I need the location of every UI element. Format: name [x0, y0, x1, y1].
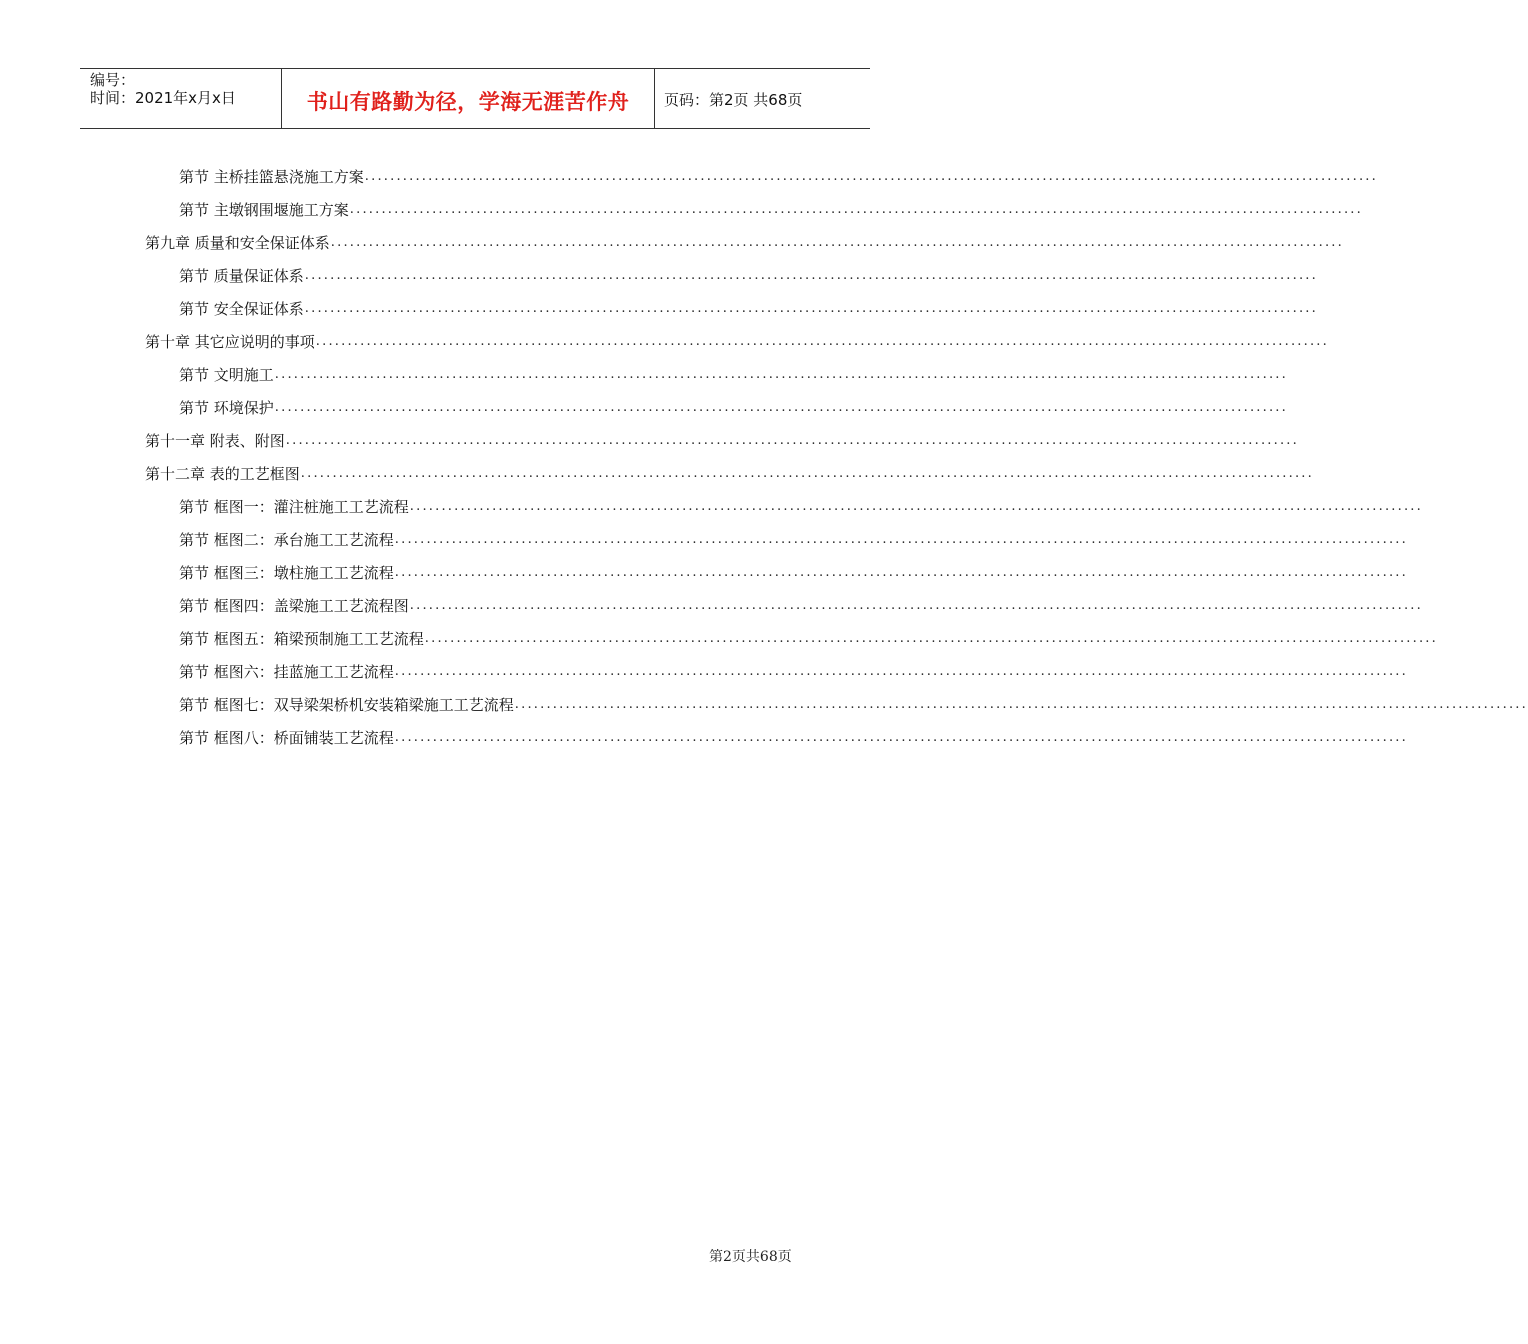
toc-entry[interactable]	[179, 582, 1423, 615]
toc-entry-title: 第节 质量保证体系	[179, 267, 304, 285]
toc-entry-title: 第十章 其它应说明的事项	[145, 333, 315, 351]
toc-dot-leader: ................................................................................................................................................................	[424, 631, 1438, 646]
toc-dot-leader: ................................................................................................................................................................	[300, 466, 1314, 481]
toc-dot-leader: ................................................................................................................................................................	[330, 235, 1344, 250]
toc-entry[interactable]	[179, 549, 1408, 582]
toc-entry[interactable]	[179, 483, 1423, 516]
toc-entry[interactable]	[179, 252, 1318, 285]
toc-entry[interactable]	[145, 417, 1299, 450]
toc-dot-leader: ................................................................................................................................................................	[409, 499, 1423, 514]
toc-dot-leader: ................................................................................................................................................................	[274, 367, 1288, 382]
toc-entry[interactable]	[179, 615, 1438, 648]
toc-entry-title: 第节 文明施工	[179, 366, 274, 384]
toc-dot-leader: ................................................................................................................................................................	[349, 202, 1363, 217]
header-page-cell	[655, 69, 870, 128]
toc-entry[interactable]	[179, 714, 1408, 747]
toc-entry-title: 第节 框图七：双导梁架桥机安装箱梁施工工艺流程	[179, 696, 514, 714]
toc-entry-title: 第节 环境保护	[179, 399, 274, 417]
toc-dot-leader: ................................................................................................................................................................	[304, 301, 1318, 316]
toc-entry-title: 第节 框图二：承台施工工艺流程	[179, 531, 394, 549]
toc-entry[interactable]	[179, 153, 1378, 186]
toc-entry-title: 第节 框图一：灌注桩施工工艺流程	[179, 498, 409, 516]
header-motto-cell	[282, 69, 655, 128]
toc-entry-title: 第节 安全保证体系	[179, 300, 304, 318]
toc-entry[interactable]	[179, 351, 1288, 384]
document-header	[80, 68, 870, 129]
toc-dot-leader: ................................................................................................................................................................	[315, 334, 1329, 349]
toc-dot-leader: ................................................................................................................................................................	[514, 697, 1528, 712]
toc-dot-leader: ................................................................................................................................................................	[394, 730, 1408, 745]
toc-entry-title: 第十一章 附表、附图	[145, 432, 285, 450]
toc-dot-leader: ................................................................................................................................................................	[394, 565, 1408, 580]
toc-entry[interactable]	[179, 648, 1408, 681]
toc-entry-title: 第节 主墩钢围堰施工方案	[179, 201, 349, 219]
toc-entry-title: 第九章 质量和安全保证体系	[145, 234, 330, 252]
toc-entry[interactable]	[145, 219, 1344, 252]
toc-entry[interactable]	[179, 681, 1528, 714]
toc-dot-leader: ................................................................................................................................................................	[274, 400, 1288, 415]
footer-page-number: 第2页共68页	[709, 1249, 792, 1265]
date-label: 时间：2021年x月x日	[90, 89, 236, 107]
toc-dot-leader: ................................................................................................................................................................	[394, 532, 1408, 547]
header-page-label: 页码：第2页 共68页	[664, 91, 803, 109]
toc-dot-leader: ................................................................................................................................................................	[364, 169, 1378, 184]
toc-entry-title: 第十二章 表的工艺框图	[145, 465, 300, 483]
toc-dot-leader: ................................................................................................................................................................	[394, 664, 1408, 679]
toc-entry[interactable]	[179, 186, 1363, 219]
toc-entry-title: 第节 框图四：盖梁施工工艺流程图	[179, 597, 409, 615]
toc-entry[interactable]	[145, 450, 1314, 483]
toc-entry[interactable]	[179, 285, 1318, 318]
toc-entry-title: 第节 框图三：墩柱施工工艺流程	[179, 564, 394, 582]
toc-entry[interactable]	[145, 318, 1329, 351]
toc-entry-title: 第节 框图五：箱梁预制施工工艺流程	[179, 630, 424, 648]
header-info-cell	[80, 69, 282, 128]
toc-entry-title: 第节 框图八：桥面铺装工艺流程	[179, 729, 394, 747]
toc-entry-title: 第节 框图六：挂蓝施工工艺流程	[179, 663, 394, 681]
toc-entry[interactable]	[179, 516, 1408, 549]
toc-dot-leader: ................................................................................................................................................................	[409, 598, 1423, 613]
toc-dot-leader: ................................................................................................................................................................	[285, 433, 1299, 448]
toc-dot-leader: ................................................................................................................................................................	[304, 268, 1318, 283]
motto-text: 书山有路勤为径，学海无涯苦作舟	[306, 89, 630, 114]
toc-entry-title: 第节 主桥挂篮悬浇施工方案	[179, 168, 364, 186]
toc-entry[interactable]	[179, 384, 1288, 417]
number-label: 编号：	[90, 71, 136, 89]
